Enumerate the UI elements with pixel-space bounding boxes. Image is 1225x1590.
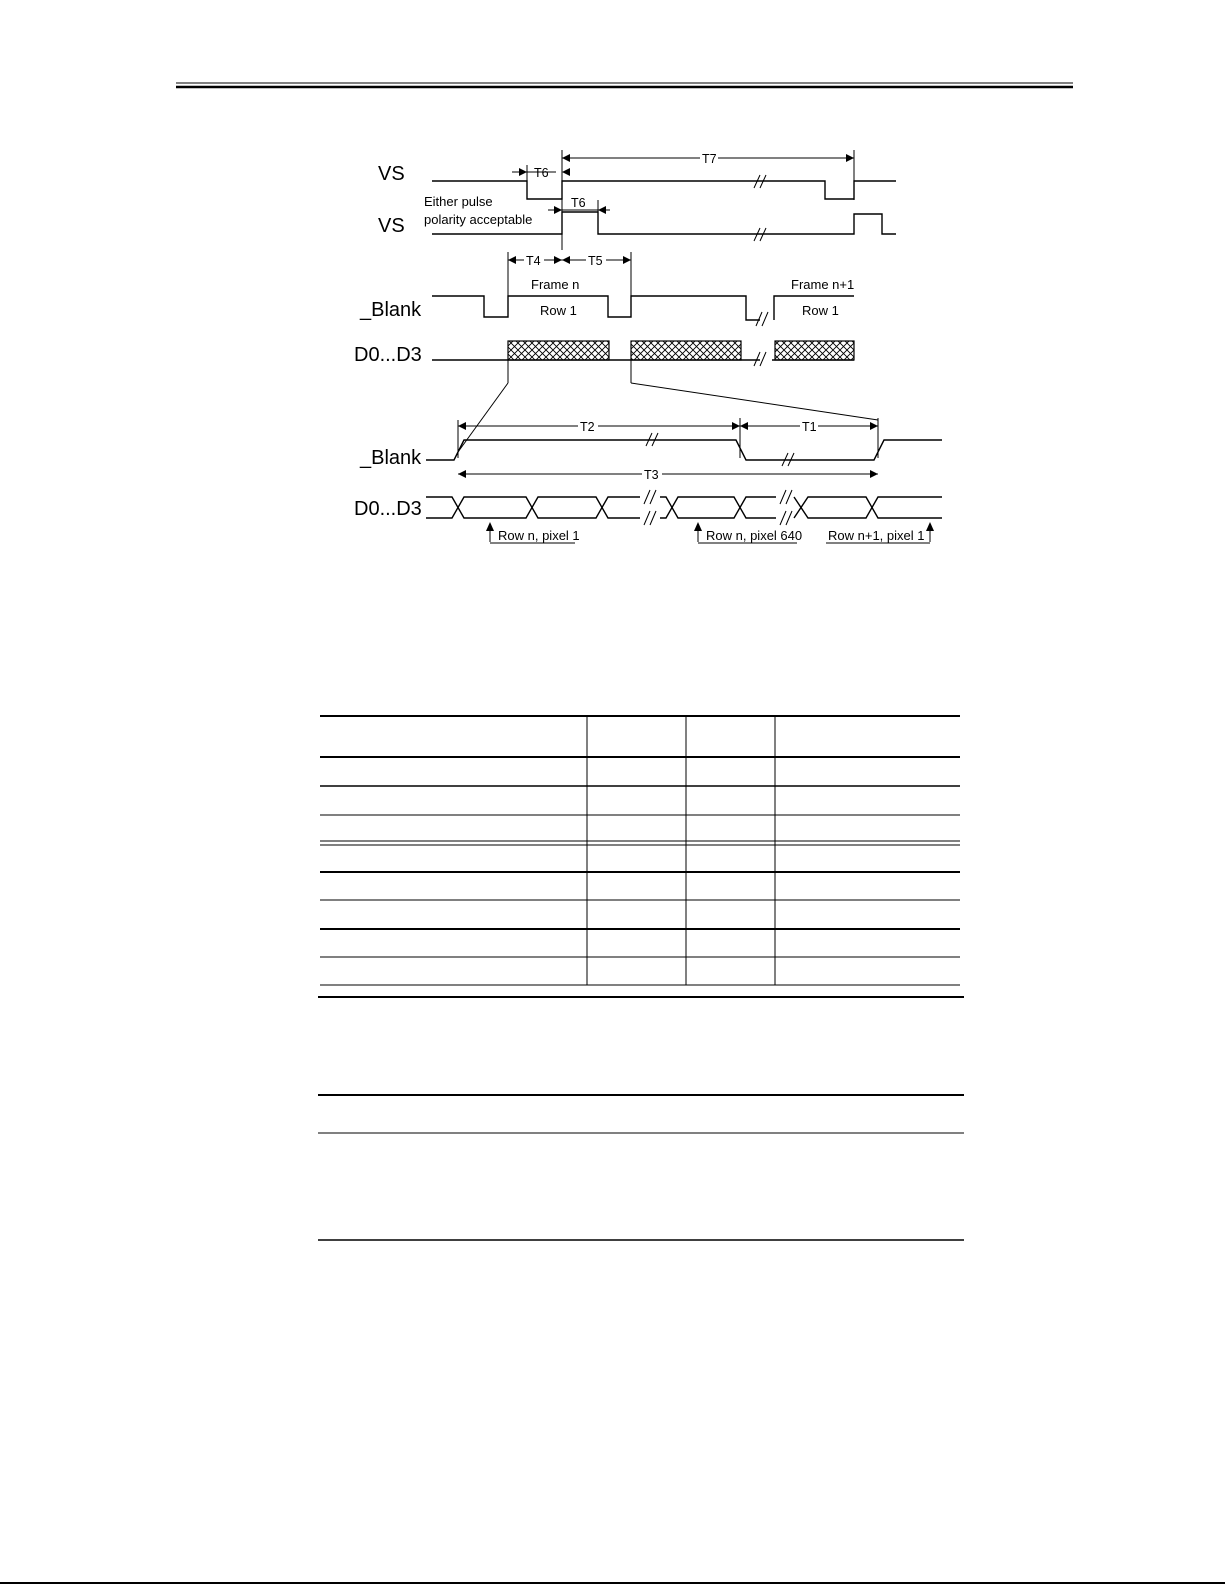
pixel-markers (486, 522, 934, 543)
row-n1-pixel1-label: Row n+1, pixel 1 (828, 528, 925, 543)
t5-label: T5 (588, 254, 603, 268)
label-blank-top: _Blank (360, 299, 422, 321)
row-n-pixel640-label: Row n, pixel 640 (706, 528, 803, 543)
data-bottom-waveform (426, 490, 942, 525)
frame-n-label: Frame n (531, 277, 580, 292)
polarity-note-line1: Either pulse (424, 194, 493, 209)
row1-n1-label: Row 1 (802, 303, 839, 318)
t6-top-label: T6 (534, 166, 549, 180)
t3-label: T3 (644, 468, 659, 482)
zoom-lines (458, 360, 878, 452)
label-vs-bottom: VS (378, 215, 405, 237)
timing-t2-t1 (458, 418, 878, 458)
label-data-bottom: D0...D3 (354, 498, 422, 520)
polarity-note-line2: polarity acceptable (424, 212, 533, 227)
table-2 (318, 1095, 964, 1240)
t6-bottom-label: T6 (571, 196, 586, 210)
t4-label: T4 (526, 254, 541, 268)
row-n-pixel1-label: Row n, pixel 1 (498, 528, 580, 543)
blank-bottom-waveform (426, 433, 942, 466)
timing-t3 (458, 466, 878, 482)
vs-top-waveform (432, 175, 896, 199)
row1-n-label: Row 1 (540, 303, 577, 318)
timing-diagram (354, 150, 942, 543)
table-1 (318, 716, 964, 997)
timing-t7 (562, 150, 854, 250)
label-data-top: D0...D3 (354, 344, 422, 366)
t2-label: T2 (580, 420, 595, 434)
data-top-waveform (432, 341, 854, 366)
label-vs-top: VS (378, 163, 405, 185)
frame-n1-label: Frame n+1 (791, 277, 855, 292)
timing-t4-t5 (508, 252, 631, 300)
t7-label: T7 (702, 152, 717, 166)
header-rule (176, 83, 1073, 87)
t1-label: T1 (802, 420, 817, 434)
label-blank-bottom: _Blank (360, 447, 422, 469)
blank-top-waveform (432, 277, 854, 326)
